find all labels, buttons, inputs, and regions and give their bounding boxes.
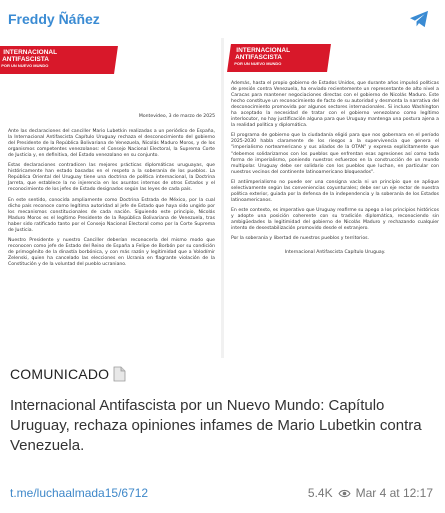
letter-paragraph: En este contexto, es imperativo que Uruguay reafirme su apego a los principios históricos y adopte una posición coherente con su tradición diplomática, reconociendo sin ambigüedades la legitimidad del gobierno de Nicolás Maduro y rechazando cualquier intento de desestabilización promovido desde el extranjero.: [231, 207, 439, 232]
letter-body-left: [8, 114, 215, 272]
letter-paragraph: Estas declaraciones contradicen las mejores prácticas diplomáticas uruguayas, que históricamente han estado basadas en el respeto a la soberanía de los pueblos. La República Oriental del Uruguay tiene una doctrina de política internacional, la Doctrina Jarreta, que establece la no injerencia en los asuntos internos de otros Estados y el reconocimiento de los jefes de Estado designados según las leyes de cada país.: [8, 163, 215, 193]
document-preview-image[interactable]: [0, 38, 445, 358]
letter-signature: Internacional Antifascista Capítulo Uruguay.: [284, 250, 386, 256]
letter-paragraph: En este sentido, conocida ampliamente como Doctrina Estrada de México, por la cual dicho país reconoce como legítima autoridad al jefe de Estado que haya sido ungido por los mecanismos constitucionales de cada nación. Siguiendo este principio, Nicolás Maduro Moros es el legítimo Presidente de la República Bolivariana de Venezuela, tras haber sido ratificado tanto por el Consejo Nacional Electoral como por la Corte Suprema de Justicia.: [8, 197, 215, 233]
channel-name[interactable]: Freddy Ñáñez: [8, 11, 100, 27]
letter-paragraph: El antiimperialismo no puede ser una consigna vacía ni un principio que se aplique selectivamente según las conveniencias coyunturales; debe ser un eje rector de nuestra política exterior, guiada por la defensa de la independencia y la soberanía de los Estados latinoamericanos.: [231, 179, 439, 203]
comunicado-label: COMUNICADO: [10, 366, 110, 382]
letter-paragraph: Nuestro Presidente y nuestro Canciller deberían reconocerla del mismo modo que reconocen como jefe de Estado del Reino de España a Felipe de Borbón por su condición de primogénito de la dinastía borbónica, y con más razón y legitimidad que a Volodímir Zelenski, quien ha cancelado las elecciones en Ucrania en flagrante violación de la Constitución y de la voluntad del pueblo ucraniano.: [8, 237, 215, 267]
message-link[interactable]: t.me/luchaalmada15/6712: [10, 486, 149, 500]
message-text: Internacional Antifascista por un Nuevo Mundo: Capítulo Uruguay, rechaza opiniones infames de Mario Lubetkin contra Venezuela.: [10, 397, 422, 454]
comunicado-heading: [10, 366, 440, 382]
message-footer: [10, 484, 435, 502]
letter-paragraph: Por la soberanía y libertad de nuestros pueblos y territorios.: [231, 236, 370, 242]
telegram-share-icon[interactable]: [409, 10, 429, 28]
letter-page-left: [0, 38, 221, 358]
letter-body-right: [231, 81, 439, 260]
message-caption: [10, 366, 440, 456]
message-header: [0, 0, 445, 38]
antifascist-banner-logo: INTERNACIONAL ANTIFASCISTA POR UN NUEVO MUNDO: [0, 46, 118, 74]
eye-icon: [338, 489, 351, 498]
antifascist-banner-logo: INTERNACIONAL ANTIFASCISTA POR UN NUEVO MUNDO: [227, 44, 331, 72]
letter-paragraph: El programa de gobierno que la ciudadanía eligió para que nos gobernara en el período 2025-2030 habla claramente de los riesgos a la supervivencia que genera el "imperialismo norteamericano y sus aliados de la OTAN" y expresa explícitamente que "debemos solidarizarnos con los pueblos que enfrentan esas agresiones así como toda forma de imperialismo, poniendo nuestros esfuerzos en la construcción de un mundo multipolar. Uruguay debe ser solidario con los pueblos que luchan, en particular con nuestros vecinos del continente latinoamericano bloqueados".: [231, 133, 439, 175]
letter-date: Montevideo, 3 de marzo de 2025: [138, 114, 215, 119]
letter-page-right: [224, 38, 445, 358]
letter-paragraph: Además, hasta el propio gobierno de Estados Unidos, que durante años impulsó políticas de presión contra Venezuela, ha enviado recientemente un representante de alto nivel a Caracas para mantener negociaciones directas con el gobierno de Nicolás Maduro. Este hecho constituye un reconocimiento de facto de su autoridad y desmonta la narrativa del desconocimiento promovida por algunos sectores internacionales. Si incluso Washington ha aceptado la necesidad de tratar con el gobierno venezolano como legítimo interlocutor, no hay justificación alguna para que Uruguay mantenga una postura ajena a la realidad política y diplomática.: [231, 81, 439, 129]
message-meta: [308, 486, 433, 500]
view-count: 5.4K: [307, 486, 333, 500]
letter-paragraph: Ante las declaraciones del canciller Mario Lubetkin realizadas a un periódico de España, la Internacional Antifascista Capítulo Uruguay rechaza el desconocimiento del gobierno del Presidente de la República Bolivariana de Venezuela, Nicolás Maduro Moros, y de los organismos competentes venezolanos: el Consejo Nacional Electoral, la Suprema Corte de Justicia y, en definitiva, del Estado venezolano en su conjunto.: [8, 129, 215, 159]
document-icon: [113, 366, 126, 382]
message-timestamp: Mar 4 at 12:17: [355, 486, 433, 500]
